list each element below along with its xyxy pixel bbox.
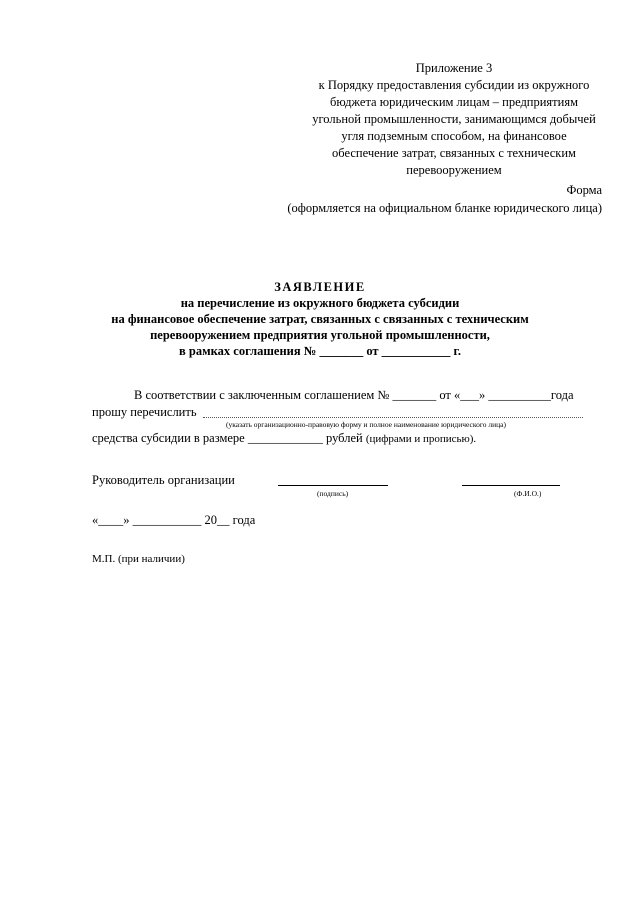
signature-hint: (подпись): [317, 489, 349, 498]
appendix-line: перевооружением: [406, 163, 502, 177]
signature-label: Руководитель организации: [92, 473, 235, 487]
org-name-field[interactable]: [203, 417, 583, 418]
form-note: (оформляется на официальном бланке юридического лица): [287, 201, 602, 215]
appendix-line: угля подземным способом, на финансовое: [341, 129, 567, 143]
paragraph-amount: [92, 431, 476, 446]
amount-text: средства субсидии в размере ____________ рублей: [92, 431, 363, 445]
org-name-hint: (указать организационно-правовую форму и полное наименование юридического лица): [226, 420, 507, 429]
heading-line: на перечисление из окружного бюджета субсидии: [180, 296, 460, 310]
signature-field[interactable]: [278, 485, 388, 486]
fio-field[interactable]: [462, 485, 560, 486]
date-line: «____» ___________ 20__ года: [92, 513, 256, 527]
appendix-line: угольной промышленности, занимающимся добычей: [312, 112, 596, 126]
appendix-line: бюджета юридическим лицам – предприятиям: [330, 95, 578, 109]
heading-line: в рамках соглашения № _______ от ___________ г.: [179, 344, 461, 358]
heading-line: перевооружением предприятия угольной промышленности,: [150, 328, 490, 342]
appendix-block: [296, 60, 612, 179]
form-label: Форма: [566, 183, 602, 197]
paragraph-agreement: В соответствии с заключенным соглашением № _______ от «___» __________года: [134, 388, 574, 402]
paragraph-request: прошу перечислить: [92, 405, 197, 419]
appendix-line: обеспечение затрат, связанных с техническим: [332, 146, 576, 160]
stamp-note: М.П. (при наличии): [92, 553, 185, 565]
heading-line: на финансовое обеспечение затрат, связанных с связанных с техническим: [111, 312, 529, 326]
appendix-line: Приложение 3: [415, 61, 493, 75]
document-heading: [0, 279, 640, 359]
amount-hint: (цифрами и прописью).: [365, 433, 477, 445]
fio-hint: (Ф.И.О.): [514, 489, 542, 498]
appendix-line: к Порядку предоставления субсидии из окружного: [318, 78, 590, 92]
document-title: ЗАЯВЛЕНИЕ: [274, 280, 366, 294]
